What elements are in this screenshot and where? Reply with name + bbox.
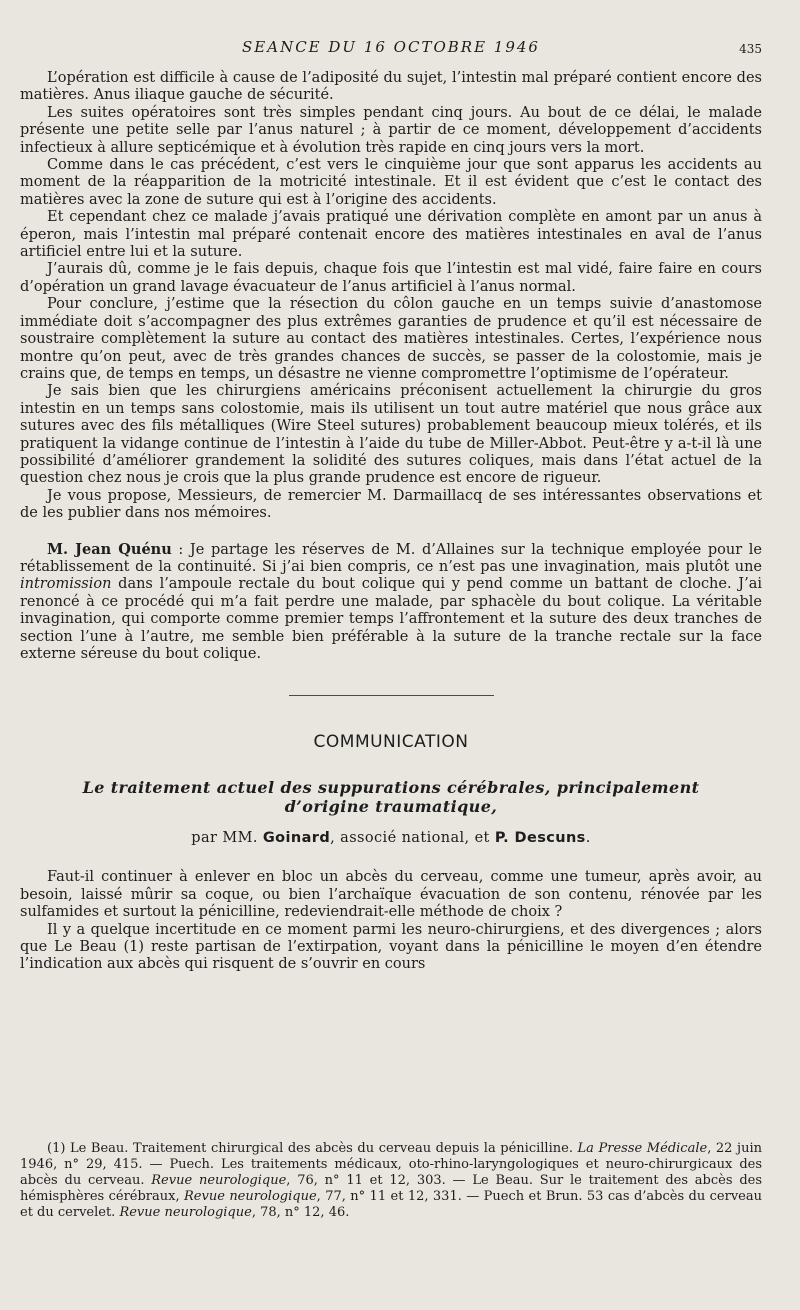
discussion-text-end: dans l’ampoule rectale du bout colique qui y pend comme un battant de cloche. J’ai renoncé à ce procédé qui m’a fait perdre une malade, par sphacèle du bout colique. La véritable invagination, qui comporte comme premier temps l’affrontement et la suture des deux tranches de section l’une à l’autre, me semble bien préférable à la suture de la tranche rectale sur la face externe séreuse du bout colique. (20, 576, 762, 662)
article-byline (20, 830, 762, 846)
footnote-text-4: , 77, n° 11 et 12, 331. — Puech et Brun. 53 cas d’abcès du cerveau et du cervelet. (20, 1189, 763, 1220)
paragraph-lavage: J’aurais dû, comme je le fais depuis, chaque fois que l’intestin est mal vidé, faire faire en cours d’opération un grand lavage évacuateur de l’anus artificiel à l’anus normal. (20, 261, 762, 295)
paragraph-remerciements: Je vous propose, Messieurs, de remercier M. Darmaillacq de ses intéressantes observations et de les publier dans nos mémoires. (20, 487, 762, 522)
footnote-journal-1: La Presse Médicale (577, 1141, 708, 1156)
footnote-text-2: , 22 juin 1946, n° 29, 415. — Puech. Les traitements médicaux, oto-rhino-laryngologiques et neuro-chirurgicaux des abcès du cerveau. (20, 1141, 762, 1188)
article-paragraph-question: Faut-il continuer à enlever en bloc un abcès du cerveau, comme une tumeur, après avoir, au besoin, laissé mûrir sa coque, ou bien l’archaïque évacuation de son contenu, rénovée par les sulfamides et surtout la pénicilline, redeviendrait-elle méthode de choix ? (20, 869, 762, 921)
page-number: 435 (739, 42, 762, 56)
paragraph-cas-precedent: Comme dans le cas précédent, c’est vers le cinquième jour que sont apparus les accidents au moment de la réapparition de la motricité intestinale. Et il est évident que c’est le contact des matières avec la zone de suture qui est à l’origine des accidents. (20, 157, 762, 208)
paragraph-derivation: Et cependant chez ce malade j’avais pratiqué une dérivation complète en amont par un anus à éperon, mais l’intestin mal préparé contenait encore des matières intestinales en aval de l’anus artificiel entre lui et la suture. (20, 209, 762, 261)
byline-middle: , associé national, et (330, 830, 495, 847)
communication-heading: COMMUNICATION (313, 732, 469, 753)
footnote-journal-4: Revue neurologique (119, 1205, 252, 1220)
author-descuns: P. Descuns (494, 830, 586, 847)
running-header (20, 30, 762, 70)
discussion-speaker: M. Jean Quénu (47, 540, 172, 558)
footnote-text-3: , 76, n° 11 et 12, 303. — Le Beau. Sur le traitement des abcès des hémisphères cérébraux, (20, 1173, 762, 1204)
paragraph-operation: L’opération est difficile à cause de l’adiposité du sujet, l’intestin mal préparé contient encore des matières. Anus iliaque gauche de sécurité. (20, 70, 762, 104)
footnote-text-1: (1) Le Beau. Traitement chirurgical des abcès du cerveau depuis la pénicilline. (47, 1141, 578, 1156)
article-paragraph-incertitude: Il y a quelque incertitude en ce moment parmi les neuro-chirurgiens, et des divergences ; alors que Le Beau (1) reste partisan de l’extirpation, voyant dans la pénicilline le moyen d’en étendre l’indication aux abcès qui risquent de s’ouvrir en cours (20, 921, 762, 973)
article-title: Le traitement actuel des suppurations cérébrales, principalement d’origine traumatique, (82, 778, 700, 817)
footnote-journal-2: Revue neurologique (151, 1173, 287, 1188)
paragraph-suites: Les suites opératoires sont très simples pendant cinq jours. Au bout de ce délai, le malade présente une petite selle par l’anus naturel ; à partir de ce moment, développement d’accidents infectieux à allure septicémique et à évolution très rapide en cinq jours vers la mort. (20, 104, 762, 156)
running-title: SEANCE DU 16 OCTOBRE 1946 (242, 38, 540, 56)
author-goinard: Goinard (262, 830, 331, 847)
discussion-italic-term: intromission (20, 576, 112, 593)
discussion-text-start: : Je partage les réserves de M. d’Allaines sur la technique employée pour le rétablissement de la continuité. Si j’ai bien compris, ce n’est pas une invagination, mais plutôt une (20, 541, 763, 575)
footnote-text-5: , 78, n° 12, 46. (251, 1205, 350, 1220)
footnote (20, 1141, 762, 1221)
discussion-paragraph (20, 541, 762, 664)
section-divider (289, 695, 494, 696)
footnote-journal-3: Revue neurologique (184, 1189, 317, 1204)
paragraph-conclusion: Pour conclure, j’estime que la résection du côlon gauche en un temps suivie d’anastomose immédiate doit s’accompagner des plus extrêmes garanties de prudence et qu’il est nécessaire de soustraire complètement la suture au contact des matières intestinales. Certes, l’expérience nous montre qu’on peut, avec de très grandes chances de succès, se passer de la colostomie, mais je crains que, de temps en temps, un désastre ne vienne compromettre l’optimisme de l’opérateur. (20, 296, 762, 382)
byline-prefix: par MM. (191, 830, 263, 847)
byline-suffix: . (585, 830, 591, 847)
paragraph-chirurgiens-americains: Je sais bien que les chirurgiens américains préconisent actuellement la chirurgie du gros intestin en un temps sans colostomie, mais ils utilisent un tout autre matériel que nous grâce aux sutures avec des fils métalliques (Wire Steel sutures) probablement beaucoup mieux tolérés, et ils pratiquent la vidange continue de l’intestin à l’aide du tube de Miller-Abbot. Peut-être y a-t-il là une possibilité d’améliorer grandement la solidité des sutures coliques, mais dans l’état actuel de la question chez nous je crois que la plus grande prudence est encore de rigueur. (20, 383, 762, 487)
